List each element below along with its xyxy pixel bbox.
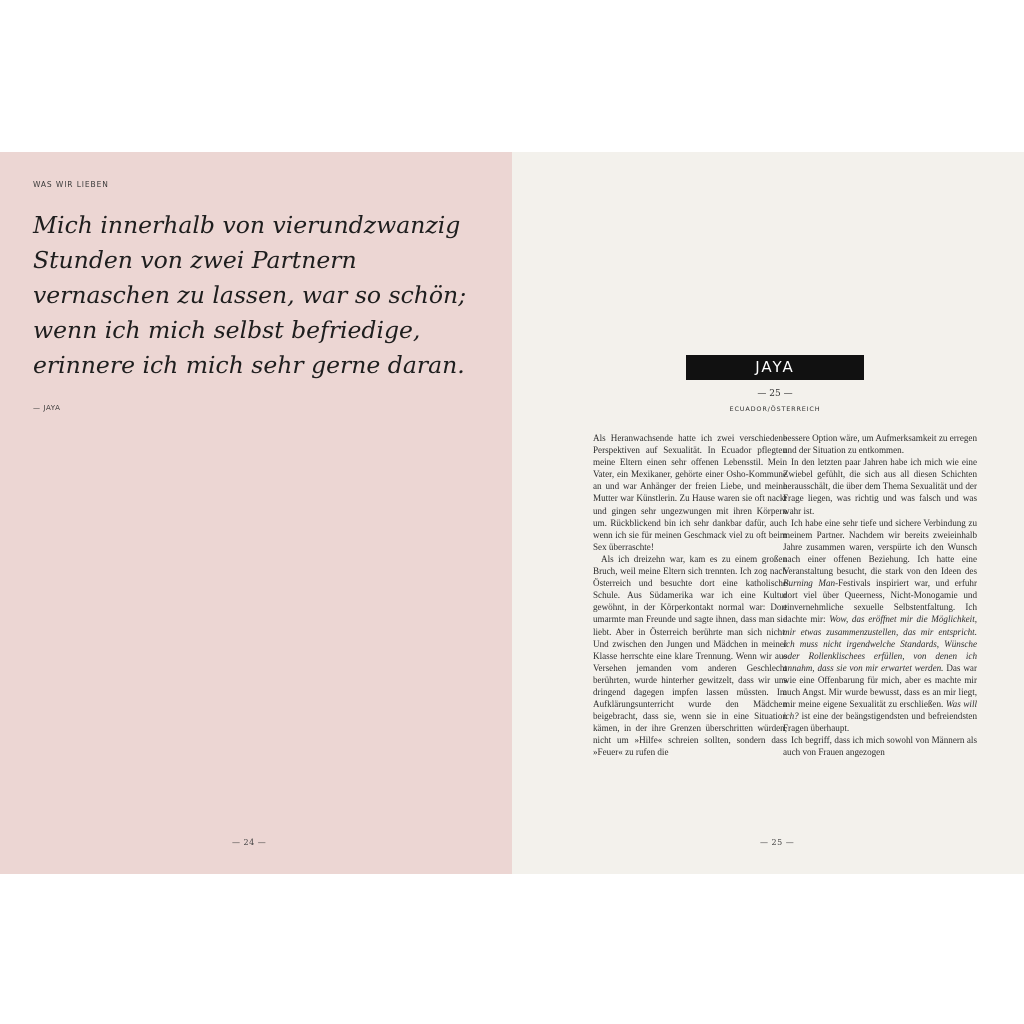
quote-line: Mich innerhalb von vierundzwanzig [33,211,461,239]
italic-term: Burning Man [783,578,836,589]
quote-line: wenn ich mich selbst befriedige, [33,316,421,344]
profile-origin: ECUADOR/ÖSTERREICH [729,405,821,413]
paragraph: In den letzten paar Jahren habe ich mich wie eine Zwiebel gefühlt, die sich aus all diesen Schichten herausschält, die über dem Thema Sexualität und der Frage liegen, was richtig und was falsch und was wahr ist. [783,457,977,516]
quote-line: erinnere ich mich sehr gerne daran. [33,351,465,379]
page-number-right: — 25 — [760,838,795,847]
right-page [512,152,1024,874]
text-run: Das war wie eine Offenbarung für mich, aber es machte mir auch Angst. Mir wurde bewusst, dass es an mir liegt, mir meine eigene Sexualität zu erschließen. [783,662,977,710]
italic-question: Was will ich? [783,699,977,722]
paragraph [783,517,977,735]
italic-thought: Wow, das eröffnet mir die Möglichkeit, mir etwas zusammenzustellen, das mir entspricht. Ich muss nicht irgendwelche Standards, Wünsche oder Rollenklischees erfüllen, von denen ich annahm, dass sie von mir erwartet werden. [783,614,977,673]
text-run: Ich habe eine sehr tiefe und sichere Verbindung zu meinem Partner. Nachdem wir bereits zweieinhalb Jahre zusammen waren, verspürte ich den Wunsch nach einer offenen Beziehung. Ich hatte eine Veranstaltung besucht, die stark von den Ideen des [783,517,977,577]
left-page [0,152,512,874]
body-column-left [593,432,787,759]
text-run: -Festivals inspiriert war, und erfuhr dort viel über Queerness, Nicht-Monogamie und einvernehmliche sexuelle Selbstentfaltung. Ich dachte mir: [783,578,977,625]
pull-quote [33,208,473,383]
text-run: ist eine der beängstigendsten und befreiendsten Fragen überhaupt. [783,711,977,734]
body-column-right [783,432,977,759]
quote-line: vernaschen zu lassen, war so schön; [33,281,467,309]
paragraph: Ich begriff, dass ich mich sowohl von Männern als auch von Frauen angezogen [783,735,977,758]
quote-line: Stunden von zwei Partnern [33,246,357,274]
profile-age: — 25 — [757,389,793,399]
section-header: WAS WIR LIEBEN [33,180,109,189]
paragraph: Als Heranwachsende hatte ich zwei verschiedene Perspektiven auf Sexualität. In Ecuador pflegten meine Eltern einen sehr offenen Lebensstil. Mein Vater, ein Mexikaner, gehörte einer Osho-Kommune an und war Anhänger der freien Liebe, und meine Mutter war Künstlerin. Zu Hause waren sie oft nackt und gingen sehr ungezwungen mit ihren Körpern um. Rückblickend bin ich sehr dankbar dafür, auch wenn ich sie für meinen Geschmack viel zu oft beim Sex überraschte! [593,433,787,552]
quote-attribution: — JAYA [33,404,61,412]
page-number-left: — 24 — [232,838,267,847]
profile-name-banner: JAYA [686,355,864,380]
paragraph: bessere Option wäre, um Aufmerksamkeit zu erregen und der Situation zu entkommen. [783,433,977,456]
book-spread [0,152,1024,874]
paragraph: Als ich dreizehn war, kam es zu einem großen Bruch, weil meine Eltern sich trennten. Ich zog nach Österreich und besuchte dort eine katholische Schule. Aus Südamerika war ich eine Kultur gewöhnt, in der Körperkontakt normal war: Dort umarmte man Freunde und sagte ihnen, dass man sie liebt. Aber in Österreich berührte man sich nicht. Und zwischen den Jungen und Mädchen in meiner Klasse herrschte eine klare Trennung. Wenn wir aus Versehen jemanden vom anderen Geschlecht berührten, wurde hinterher gewitzelt, dass wir uns dringend dagegen impfen lassen müssten. Im Aufklärungsunterricht wurde den Mädchen beigebracht, dass sie, wenn sie in eine Situation kämen, in der ihre Grenzen überschritten würden, nicht um »Hilfe« schreien sollten, sondern dass »Feuer« zu rufen die [593,553,787,758]
